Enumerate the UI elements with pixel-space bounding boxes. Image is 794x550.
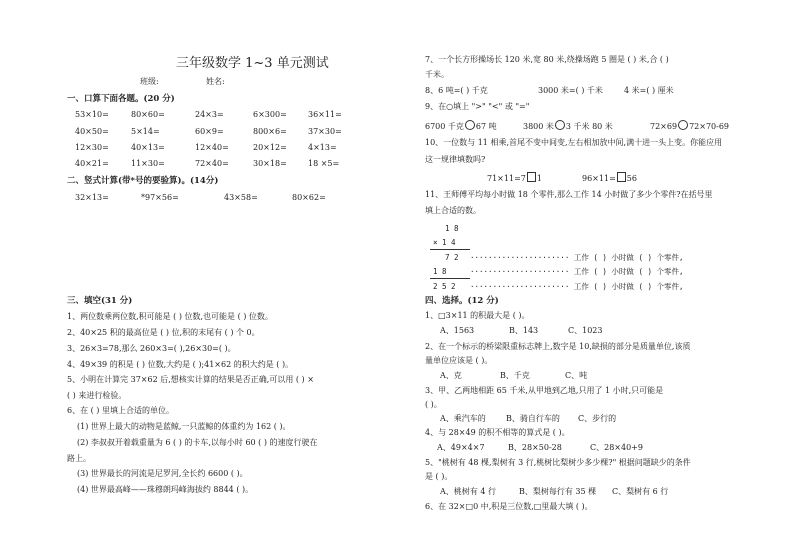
question-8b: 3000 米=( ) 千米	[538, 86, 603, 95]
box-blank-icon	[527, 172, 536, 182]
class-label: 班级:	[140, 77, 159, 86]
compare-item-3	[650, 120, 729, 132]
oral-item: 60×9=	[195, 127, 224, 136]
fill-question: 3、26×3=78,那么 260×3=( ),26×30=( )。	[67, 344, 236, 353]
oral-item: 12×30=	[75, 143, 109, 152]
oral-item: 72×40=	[195, 159, 229, 168]
vertical-row-5: 2 5 2	[433, 282, 456, 291]
name-label: 姓名:	[206, 77, 225, 86]
circle-blank-icon	[465, 120, 475, 130]
choice-question: 6、在 32×□0 中,积是三位数,□里最大填 ( )。	[425, 502, 593, 511]
choice-question-cont: ( )。	[425, 400, 442, 409]
vertical-row-4-text: ······················ 工作 ( ) 小时做 ( ) 个零件,	[470, 267, 684, 276]
choice-option: A、克	[440, 371, 462, 380]
question-11: 11、王师傅平均每小时做 18 个零件,那么工作 14 小时做了多少个零件?在括号里	[425, 190, 713, 199]
question-10-cont: 这一规律填数吗?	[425, 155, 486, 164]
circle-blank-icon	[555, 120, 565, 130]
pattern-item-2: 96×11= 56	[582, 174, 637, 183]
vertical-row-3: 7 2	[445, 253, 459, 262]
section-1-heading: 一、口算下面各题。(20 分)	[67, 94, 175, 104]
choice-question: 3、甲、乙两地相距 65 千米,从甲地到乙地,只用了 1 小时,只可能是	[425, 386, 664, 395]
question-7-cont: 千米。	[425, 70, 449, 79]
fill-question: ( ) 来进行检验。	[67, 391, 127, 400]
compare-left: 6700 千克	[425, 122, 464, 131]
oral-item: 6×300=	[253, 110, 287, 119]
pattern-item-1: 71×11=7 1	[487, 174, 542, 183]
question-8a: 8、6 吨=( ) 千克	[425, 86, 488, 95]
fill-question: 4、49×39 的积是 ( ) 位数,大约是 ( );41×62 的积大约是 ( )。	[67, 360, 294, 369]
question-10: 10、一位数与 11 相乘,首尾不变中间变,左右相加放中间,满十进一头上变。你能应用	[425, 138, 723, 147]
oral-item: 11×30=	[131, 159, 165, 168]
choice-option: B、梨树每行有 35 棵	[519, 487, 597, 496]
choice-question: 4、与 28×49 的积不相等的算式是 ( )。	[425, 428, 570, 437]
vertical-calc-item: *97×56=	[141, 193, 179, 202]
vertical-row-5-text: ······················ 工作 ( ) 小时做 ( ) 个零件,	[470, 282, 684, 291]
fill-subquestion: (3) 世界最长的河流是尼罗河,全长约 6600 ( )。	[77, 469, 248, 478]
oral-item: 53×10=	[75, 110, 109, 119]
vertical-divider	[430, 278, 470, 279]
choice-option: C、步行的	[578, 414, 617, 423]
compare-left: 3800 米	[523, 122, 554, 131]
choice-option: A、桃树有 4 行	[440, 487, 496, 496]
choice-option: A、乘汽车的	[440, 414, 486, 423]
choice-question-cont: 量单位应该是 ( )。	[425, 356, 493, 365]
oral-item: 12×40=	[195, 143, 229, 152]
fill-subquestion: (4) 世界最高峰——珠穆朗玛峰海拔约 8844 ( )。	[77, 485, 254, 494]
choice-question: 1、□3×11 的积最大是 ( )。	[425, 311, 530, 320]
fill-question: 5、小明在计算完 37×62 后,想核实计算的结果是否正确,可以用 ( ) ×	[67, 375, 314, 384]
oral-item: 80×60=	[131, 110, 165, 119]
oral-item: 37×30=	[308, 127, 342, 136]
compare-right: 67 吨	[475, 122, 497, 131]
oral-item: 40×50=	[75, 127, 109, 136]
choice-option: C、吨	[565, 371, 588, 380]
fill-question: 2、40×25 积的最高位是 ( ) 位,积的末尾有 ( ) 个 0。	[67, 328, 260, 337]
section-3-heading: 三、填空(31 分)	[67, 296, 133, 306]
vertical-row-3-text: ······················ 工作 ( ) 小时做 ( ) 个零件,	[470, 253, 684, 262]
oral-item: 5×14=	[131, 127, 160, 136]
vertical-divider	[430, 249, 470, 250]
fill-subquestion: (2) 李叔叔开着载重量为 6 ( ) 的卡车,以每小时 60 ( ) 的速度行驶在	[77, 438, 318, 447]
question-9: 9、在○填上 ">" "<" 或 "="	[425, 102, 530, 111]
choice-option: C、梨树有 6 行	[612, 487, 669, 496]
oral-item: 4×13=	[308, 143, 337, 152]
compare-right: 72×70-69	[689, 122, 730, 131]
compare-left: 72×69	[650, 122, 678, 131]
choice-option: B、骑自行车的	[506, 414, 560, 423]
fill-subquestion: 路上。	[67, 454, 91, 463]
choice-option: C、1023	[568, 326, 603, 335]
page-title: 三年级数学 1~3 单元测试	[176, 56, 329, 71]
oral-item: 18 ×5=	[308, 159, 340, 168]
question-11-cont: 填上合适的数。	[425, 206, 481, 215]
fill-question: 6、在 ( ) 里填上合适的单位。	[67, 406, 174, 415]
fill-subquestion: (1) 世界上最大的动物是蓝鲸,一只蓝鲸的体重约为 162 ( )。	[77, 422, 291, 431]
compare-item-2	[523, 120, 613, 132]
vertical-row-2: × 1 4	[433, 238, 456, 247]
vertical-calc-item: 80×62=	[292, 193, 326, 202]
compare-right: 3 千米 80 米	[565, 122, 613, 131]
fill-question: 1、两位数乘两位数,积可能是 ( ) 位数,也可能是 ( ) 位数。	[67, 312, 273, 321]
oral-item: 24×3=	[195, 110, 224, 119]
choice-option: B、千克	[500, 371, 530, 380]
section-4-heading: 四、选择。(12 分)	[425, 296, 499, 306]
oral-item: 20×12=	[253, 143, 287, 152]
choice-question: 2、在一个标示的桥梁限重标志牌上,数字是 10,缺损的部分是质量单位,该质	[425, 342, 691, 351]
vertical-row-4: 1 8	[433, 267, 447, 276]
box-blank-icon	[617, 172, 626, 182]
choice-option: B、143	[509, 326, 539, 335]
oral-item: 800×6=	[253, 127, 287, 136]
choice-option: A、49×4×7	[437, 443, 485, 452]
question-7: 7、一个长方形操场长 120 米,宽 80 米,绕操场跑 5 圈是 ( ) 米,合 ( )	[425, 55, 669, 64]
oral-item: 40×13=	[131, 143, 165, 152]
vertical-calc-item: 32×13=	[75, 193, 109, 202]
choice-option: A、1563	[440, 326, 475, 335]
vertical-calc-item: 43×58=	[224, 193, 258, 202]
choice-question-cont: 是 ( )。	[425, 472, 453, 481]
circle-blank-icon	[678, 120, 688, 130]
compare-item-1	[425, 120, 497, 132]
vertical-row-1: 1 8	[445, 224, 459, 233]
oral-item: 40×21=	[75, 159, 109, 168]
choice-option: B、28×50-28	[508, 443, 562, 452]
choice-option: C、28×40+9	[590, 443, 643, 452]
oral-item: 30×18=	[253, 159, 287, 168]
question-8c: 4 米=( ) 厘米	[624, 86, 674, 95]
choice-question: 5、"桃树有 48 棵,梨树有 3 行,桃树比梨树少多少棵?" 根据问题缺少的条件	[425, 458, 691, 467]
oral-item: 36×11=	[308, 110, 342, 119]
section-2-heading: 二、竖式计算(带*号的要验算)。(14分)	[67, 176, 219, 186]
